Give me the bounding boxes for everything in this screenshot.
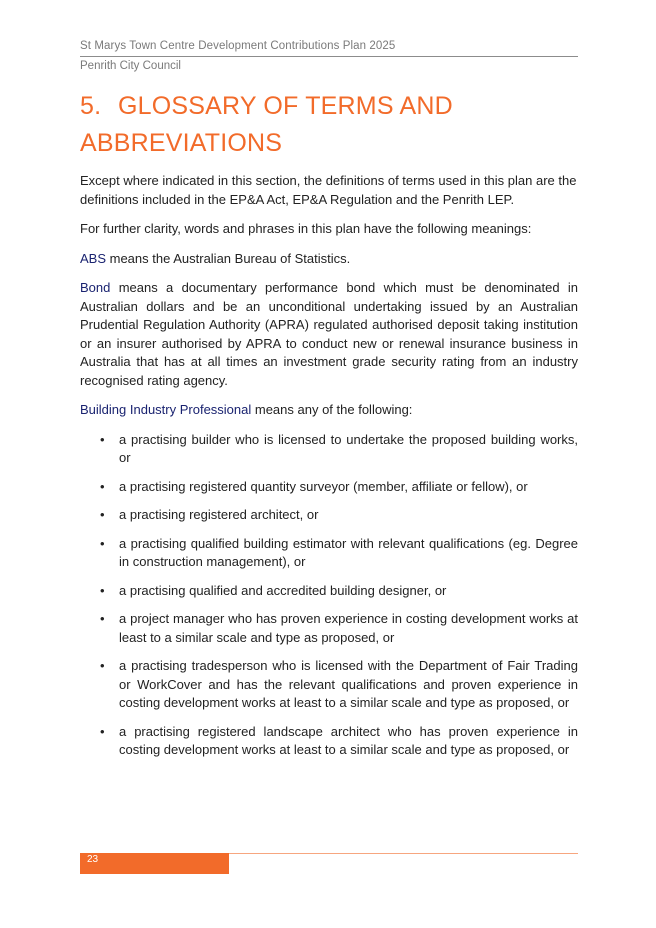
- document-title: St Marys Town Centre Development Contributions Plan 2025: [80, 40, 396, 52]
- list-item: • a practising builder who is licensed to undertake the proposed building works, or: [80, 431, 578, 468]
- list-item: • a practising tradesperson who is licensed with the Department of Fair Trading or WorkCover and has the relevant qualifications and proven experience in costing development works at least to a similar scale and type as proposed, or: [80, 657, 578, 713]
- definition-bip-text: means any of the following:: [251, 402, 413, 417]
- page-footer: [80, 853, 578, 865]
- definition-abs: [80, 250, 578, 269]
- list-item: • a practising qualified building estimator with relevant qualifications (eg. Degree in construction management), or: [80, 535, 578, 572]
- definition-abs-text: means the Australian Bureau of Statistics.: [106, 250, 351, 266]
- definition-building-industry-professional: [80, 401, 578, 420]
- section-title-line1: GLOSSARY OF TERMS AND: [118, 92, 453, 120]
- section-heading: [80, 88, 578, 162]
- term-abs: ABS: [80, 250, 107, 266]
- list-item: • a project manager who has proven experience in costing development works at least to a similar scale and type as proposed, or: [80, 610, 578, 647]
- section-number: 5.: [80, 92, 102, 120]
- header-rule: [80, 56, 578, 57]
- organization-name: Penrith City Council: [80, 60, 181, 72]
- section-title-line2: ABBREVIATIONS: [80, 129, 283, 157]
- page-header: [80, 40, 578, 72]
- intro-paragraph-2: For further clarity, words and phrases in this plan have the following meanings:: [80, 221, 532, 236]
- list-item: • a practising registered architect, or: [80, 506, 578, 525]
- page-number: 23: [80, 853, 229, 874]
- definition-bond: [80, 279, 578, 390]
- term-bond: Bond: [80, 280, 111, 295]
- list-item: • a practising qualified and accredited building designer, or: [80, 582, 578, 601]
- intro-paragraph-1: Except where indicated in this section, the definitions of terms used in this plan are the definitions included in the EP&A Act, EP&A Regulation and the Penrith LEP.: [80, 173, 577, 207]
- definition-bond-text: means a documentary performance bond which must be denominated in Australian dollars and be an unconditional undertaking issued by an Australian Prudential Regulation Authority (APRA) regulated authorised deposit taking institution or an insurer authorised by APRA to conduct new or renewal insurance business in Australia that has at all times an investment grade security rating from an industry recognised rating agency.: [80, 280, 578, 388]
- term-building-industry-professional: Building Industry Professional: [80, 402, 252, 417]
- section-body: [80, 172, 578, 770]
- list-item: • a practising registered landscape architect who has proven experience in costing development works at least to a similar scale and type as proposed, or: [80, 723, 578, 760]
- list-item: • a practising registered quantity surveyor (member, affiliate or fellow), or: [80, 478, 578, 497]
- professional-list: [80, 431, 578, 760]
